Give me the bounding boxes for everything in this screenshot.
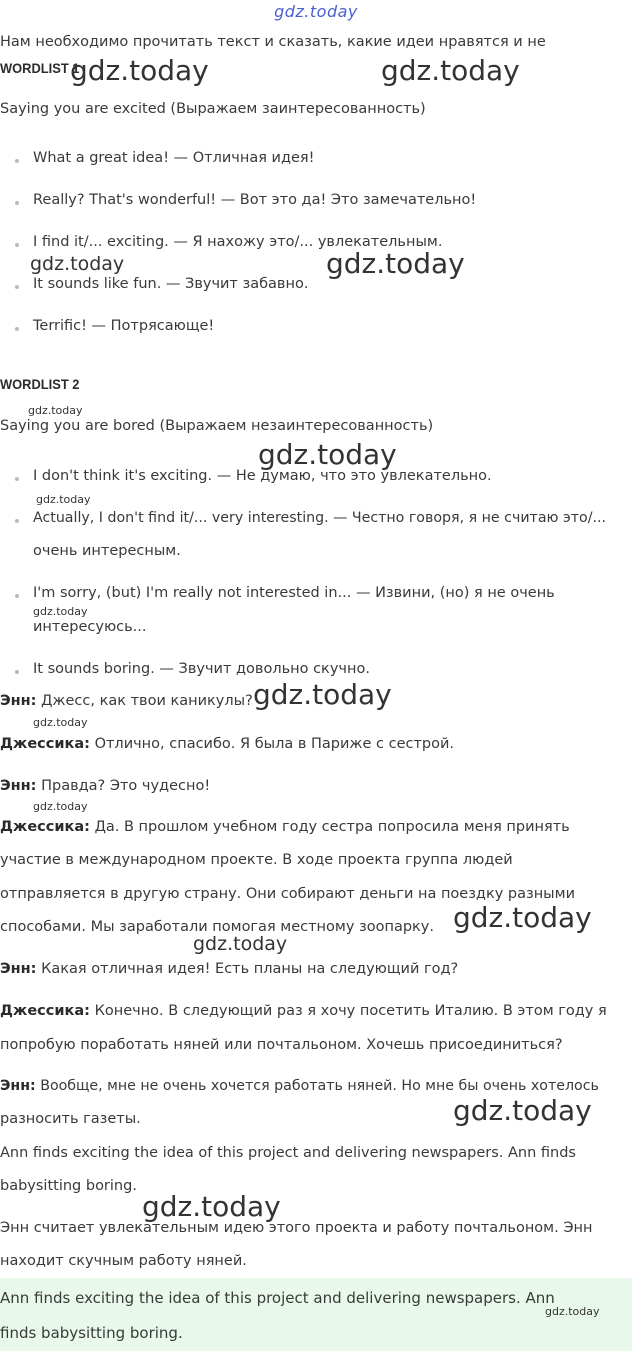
answer-line: Ann finds exciting the idea of this project and delivering newspapers. Ann: [0, 1289, 555, 1307]
dialogue-line: [0, 693, 253, 709]
watermark: gdz.today: [33, 800, 88, 813]
dialogue-text: Да. В прошлом учебном году сестра попросила меня принять: [94, 819, 570, 835]
dialogue-text: способами. Мы заработали помогая местному зоопарку.: [0, 919, 435, 935]
watermark: gdz.today: [30, 253, 125, 275]
watermark: gdz.today: [193, 933, 288, 955]
dialogue-text: Конечно. В следующий раз я хочу посетить Италию. В этом году я: [94, 1003, 607, 1019]
speaker-label: Джессика:: [0, 819, 90, 835]
wordlist2-item-continued: интересуюсь...: [33, 619, 147, 635]
dialogue-line: [0, 819, 570, 835]
wordlist2-item-continued: очень интересным.: [33, 543, 181, 559]
speaker-label: Энн:: [0, 1078, 36, 1094]
wordlist1-item: What a great idea! — Отличная идея!: [33, 150, 315, 166]
dialogue-line: [0, 736, 454, 752]
watermark: gdz.today: [33, 605, 88, 618]
dialogue-text: участие в международном проекте. В ходе проекта группа людей: [0, 852, 513, 868]
summary-ru-line: находит скучным работу няней.: [0, 1253, 247, 1269]
bullet-dot: [15, 201, 19, 205]
watermark: gdz.today: [28, 404, 83, 417]
speaker-label: Джессика:: [0, 736, 90, 752]
summary-en-line: Ann finds exciting the idea of this project and delivering newspapers. Ann finds: [0, 1145, 576, 1161]
watermark: gdz.today: [70, 54, 209, 87]
speaker-label: Энн:: [0, 693, 37, 709]
wordlist1-subtitle: Saying you are excited (Выражаем заинтересованность): [0, 101, 426, 117]
wordlist1-item: Really? That's wonderful! — Вот это да! Это замечательно!: [33, 192, 477, 208]
wordlist2-item: It sounds boring. — Звучит довольно скучно.: [33, 661, 370, 677]
watermark: gdz.today: [36, 493, 91, 506]
dialogue-text: отправляется в другую страну. Они собирают деньги на поездку разными: [0, 886, 575, 902]
wordlist2-item: Actually, I don't find it/... very interesting. — Честно говоря, я не считаю это/...: [33, 510, 606, 526]
watermark: gdz.today: [381, 54, 520, 87]
wordlist2-item: I'm sorry, (but) I'm really not interested in... — Извини, (но) я не очень: [33, 585, 555, 601]
wordlist1-item: It sounds like fun. — Звучит забавно.: [33, 276, 309, 292]
speaker-label: Энн:: [0, 778, 37, 794]
bullet-dot: [15, 594, 19, 598]
bullet-dot: [15, 159, 19, 163]
summary-en-line: babysitting boring.: [0, 1178, 137, 1194]
speaker-label: Энн:: [0, 961, 37, 977]
summary-ru-line: Энн считает увлекательным идею этого проекта и работу почтальоном. Энн: [0, 1220, 593, 1236]
bullet-dot: [15, 670, 19, 674]
bullet-dot: [15, 243, 19, 247]
bullet-dot: [15, 477, 19, 481]
bullet-dot: [15, 519, 19, 523]
watermark: gdz.today: [453, 1094, 592, 1127]
watermark: gdz.today: [453, 901, 592, 934]
dialogue-text: Какая отличная идея! Есть планы на следующий год?: [41, 961, 459, 977]
watermark: gdz.today: [258, 438, 397, 471]
wordlist2-title: WORDLIST 2: [0, 376, 80, 392]
dialogue-line: [0, 961, 458, 977]
watermark: gdz.today: [33, 716, 88, 729]
dialogue-text: Правда? Это чудесно!: [41, 778, 211, 794]
dialogue-line: [0, 778, 210, 794]
wordlist2-subtitle: Saying you are bored (Выражаем незаинтересованность): [0, 418, 434, 434]
bullet-dot: [15, 285, 19, 289]
watermark: gdz.today: [253, 678, 392, 711]
bullet-dot: [15, 327, 19, 331]
dialogue-text: попробую поработать няней или почтальоном. Хочешь присоединиться?: [0, 1037, 563, 1053]
watermark: gdz.today: [142, 1190, 281, 1223]
dialogue-text: Отлично, спасибо. Я была в Париже с сестрой.: [94, 736, 455, 752]
wordlist1-item: Terrific! — Потрясающе!: [33, 318, 215, 334]
dialogue-line: [0, 1078, 599, 1094]
site-logo[interactable]: gdz.today: [274, 2, 358, 21]
watermark: gdz.today: [326, 247, 465, 280]
dialogue-text: Вообще, мне не очень хочется работать няней. Но мне бы очень хотелось: [40, 1078, 599, 1094]
answer-line: finds babysitting boring.: [0, 1324, 183, 1342]
intro-text: Нам необходимо прочитать текст и сказать, какие идеи нравятся и не: [0, 34, 546, 50]
dialogue-line: [0, 1003, 607, 1019]
wordlist1-item: I find it/... exciting. — Я нахожу это/... увлекательным.: [33, 234, 443, 250]
dialogue-text: Джесс, как твои каникулы?: [41, 693, 253, 709]
speaker-label: Джессика:: [0, 1003, 90, 1019]
wordlist1-title: WORDLIST 1: [0, 60, 80, 76]
dialogue-text: разносить газеты.: [0, 1111, 141, 1127]
wordlist2-item: I don't think it's exciting. — Не думаю, что это увлекательно.: [33, 468, 492, 484]
watermark: gdz.today: [545, 1305, 600, 1318]
